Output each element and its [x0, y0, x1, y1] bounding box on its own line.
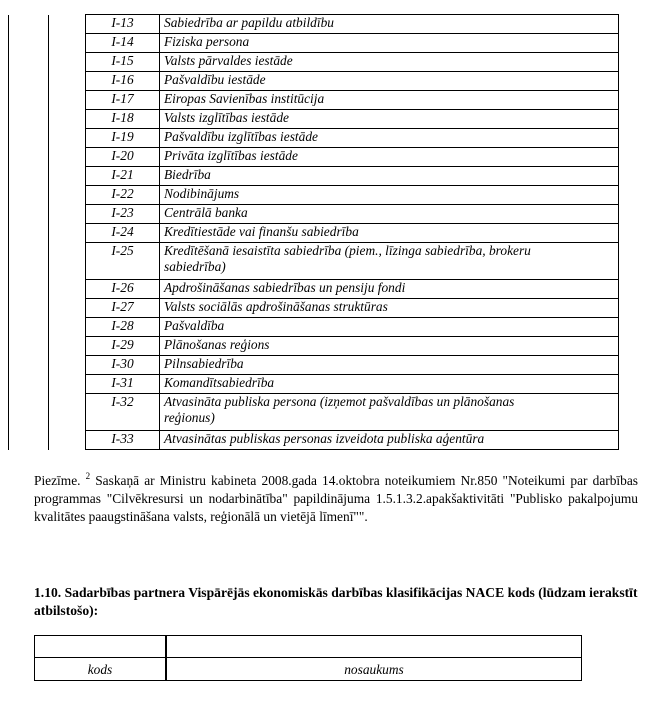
row-name-line: Nodibinājums: [164, 186, 240, 201]
spacer-cell: [49, 53, 86, 72]
spacer-cell: [49, 375, 86, 394]
selection-cell[interactable]: [9, 110, 49, 129]
selection-cell[interactable]: [9, 337, 49, 356]
footnote-prefix: Piezīme.: [34, 473, 81, 488]
spacer-cell: [49, 318, 86, 337]
table-row: [9, 129, 619, 148]
spacer-cell: [49, 205, 86, 224]
row-code: I-21: [86, 167, 160, 186]
selection-cell[interactable]: [9, 318, 49, 337]
spacer-cell: [49, 148, 86, 167]
table-row: [9, 205, 619, 224]
row-name: [160, 356, 619, 375]
row-name: [160, 318, 619, 337]
selection-cell[interactable]: [9, 167, 49, 186]
row-code: I-16: [86, 72, 160, 91]
row-name-line: Apdrošināšanas sabiedrības un pensiju fondi: [164, 280, 406, 295]
row-name: [160, 431, 619, 450]
row-name-line: Pašvaldība: [164, 318, 225, 333]
row-name-line: Pilnsabiedrība: [164, 356, 244, 371]
selection-cell[interactable]: [9, 375, 49, 394]
table-row: [9, 299, 619, 318]
row-name-line: Atvasināta publiska persona (izņemot pašvaldības un plānošanas: [164, 394, 515, 409]
selection-cell[interactable]: [9, 224, 49, 243]
row-name-line: reģionus): [164, 410, 215, 425]
row-name: [160, 205, 619, 224]
spacer-cell: [49, 280, 86, 299]
row-name-line: Fiziska persona: [164, 34, 250, 49]
selection-cell[interactable]: [9, 356, 49, 375]
row-name-line: Sabiedrība ar papildu atbildību: [164, 15, 334, 30]
row-code: I-32: [86, 394, 160, 431]
row-name: [160, 129, 619, 148]
row-name: [160, 110, 619, 129]
table-row: [9, 356, 619, 375]
selection-cell[interactable]: [9, 53, 49, 72]
nace-code-field[interactable]: [34, 635, 166, 681]
table-row: [9, 53, 619, 72]
row-name-line: Valsts sociālās apdrošināšanas struktūras: [164, 299, 388, 314]
selection-cell[interactable]: [9, 91, 49, 110]
row-name-line: Biedrība: [164, 167, 211, 182]
selection-cell[interactable]: [9, 15, 49, 34]
field-divider: [35, 657, 165, 658]
table-row: [9, 224, 619, 243]
selection-cell[interactable]: [9, 129, 49, 148]
row-code: I-20: [86, 148, 160, 167]
row-name: [160, 72, 619, 91]
row-name: [160, 15, 619, 34]
spacer-cell: [49, 110, 86, 129]
spacer-cell: [49, 299, 86, 318]
row-name-line: Plānošanas reģions: [164, 337, 270, 352]
table-row: [9, 280, 619, 299]
selection-cell[interactable]: [9, 186, 49, 205]
row-code: I-18: [86, 110, 160, 129]
selection-cell[interactable]: [9, 394, 49, 431]
nace-name-field[interactable]: [166, 635, 582, 681]
table-row: [9, 167, 619, 186]
row-code: I-33: [86, 431, 160, 450]
table-row: [9, 375, 619, 394]
row-name: [160, 224, 619, 243]
table-row: [9, 394, 619, 431]
row-code: I-26: [86, 280, 160, 299]
spacer-cell: [49, 34, 86, 53]
row-code: I-29: [86, 337, 160, 356]
table-row: [9, 186, 619, 205]
table-row: [9, 15, 619, 34]
row-name: [160, 243, 619, 280]
selection-cell[interactable]: [9, 243, 49, 280]
table-row: [9, 34, 619, 53]
row-code: I-19: [86, 129, 160, 148]
row-code: I-22: [86, 186, 160, 205]
row-code: I-24: [86, 224, 160, 243]
table-row: [9, 148, 619, 167]
row-code: I-27: [86, 299, 160, 318]
kods-label: kods: [87, 662, 113, 677]
row-name: [160, 337, 619, 356]
row-name-line: Valsts izglītības iestāde: [164, 110, 289, 125]
selection-cell[interactable]: [9, 34, 49, 53]
row-name: [160, 394, 619, 431]
spacer-cell: [49, 224, 86, 243]
table-row: [9, 110, 619, 129]
row-name-line: Eiropas Savienības institūcija: [164, 91, 325, 106]
row-name-line: Valsts pārvaldes iestāde: [164, 53, 293, 68]
spacer-cell: [49, 167, 86, 186]
table-row: [9, 431, 619, 450]
row-name: [160, 186, 619, 205]
row-name: [160, 167, 619, 186]
selection-cell[interactable]: [9, 280, 49, 299]
selection-cell[interactable]: [9, 148, 49, 167]
table-row: [9, 243, 619, 280]
row-name: [160, 375, 619, 394]
row-name-line: Komandītsabiedrība: [164, 375, 275, 390]
field-divider: [167, 657, 581, 658]
spacer-cell: [49, 431, 86, 450]
selection-cell[interactable]: [9, 431, 49, 450]
spacer-cell: [49, 356, 86, 375]
row-name-line: sabiedrība): [164, 259, 226, 274]
footnote-marker: 2: [85, 471, 91, 481]
row-name: [160, 148, 619, 167]
spacer-cell: [49, 243, 86, 280]
row-code: I-13: [86, 15, 160, 34]
selection-cell[interactable]: [9, 205, 49, 224]
spacer-cell: [49, 337, 86, 356]
row-code: I-15: [86, 53, 160, 72]
spacer-cell: [49, 72, 86, 91]
row-name: [160, 53, 619, 72]
row-name: [160, 91, 619, 110]
spacer-cell: [49, 186, 86, 205]
spacer-cell: [49, 129, 86, 148]
row-code: I-17: [86, 91, 160, 110]
footnote-text: Saskaņā ar Ministru kabineta 2008.gada 14.oktobra noteikumiem Nr.850 "Noteikumi par darbības programmas "Cilvēkresursi un nodarbinātība" papildinājuma 1.5.1.3.2.apakšaktivitāti "Publisko pakalpojumu kvalitātes paaugstināšana valsts, reģionālā un vietējā līmenī"".: [34, 473, 638, 524]
selection-cell[interactable]: [9, 299, 49, 318]
row-code: I-23: [86, 205, 160, 224]
row-name-line: Pašvaldību iestāde: [164, 72, 266, 87]
row-name: [160, 299, 619, 318]
row-name: [160, 34, 619, 53]
nosaukums-label: nosaukums: [344, 662, 404, 677]
row-code: I-25: [86, 243, 160, 280]
row-code: I-31: [86, 375, 160, 394]
row-code: I-14: [86, 34, 160, 53]
table-row: [9, 318, 619, 337]
spacer-cell: [49, 15, 86, 34]
spacer-cell: [49, 91, 86, 110]
row-name-line: Centrālā banka: [164, 205, 248, 220]
row-name-line: Atvasinātas publiskas personas izveidota publiska aģentūra: [164, 431, 485, 446]
legal-form-table: [8, 14, 619, 450]
spacer-cell: [49, 394, 86, 431]
selection-cell[interactable]: [9, 72, 49, 91]
footnote: [34, 472, 638, 526]
row-name-line: Kredītēšanā iesaistīta sabiedrība (piem., līzinga sabiedrība, brokeru: [164, 243, 531, 258]
section-heading: 1.10. Sadarbības partnera Vispārējās ekonomiskās darbības klasifikācijas NACE kods (lūdzam ierakstīt atbilstošo):: [34, 585, 638, 618]
table-row: [9, 91, 619, 110]
row-name-line: Kredītiestāde vai finanšu sabiedrība: [164, 224, 359, 239]
table-row: [9, 72, 619, 91]
row-name-line: Privāta izglītības iestāde: [164, 148, 298, 163]
row-name: [160, 280, 619, 299]
table-row: [9, 337, 619, 356]
row-code: I-28: [86, 318, 160, 337]
row-name-line: Pašvaldību izglītības iestāde: [164, 129, 318, 144]
row-code: I-30: [86, 356, 160, 375]
